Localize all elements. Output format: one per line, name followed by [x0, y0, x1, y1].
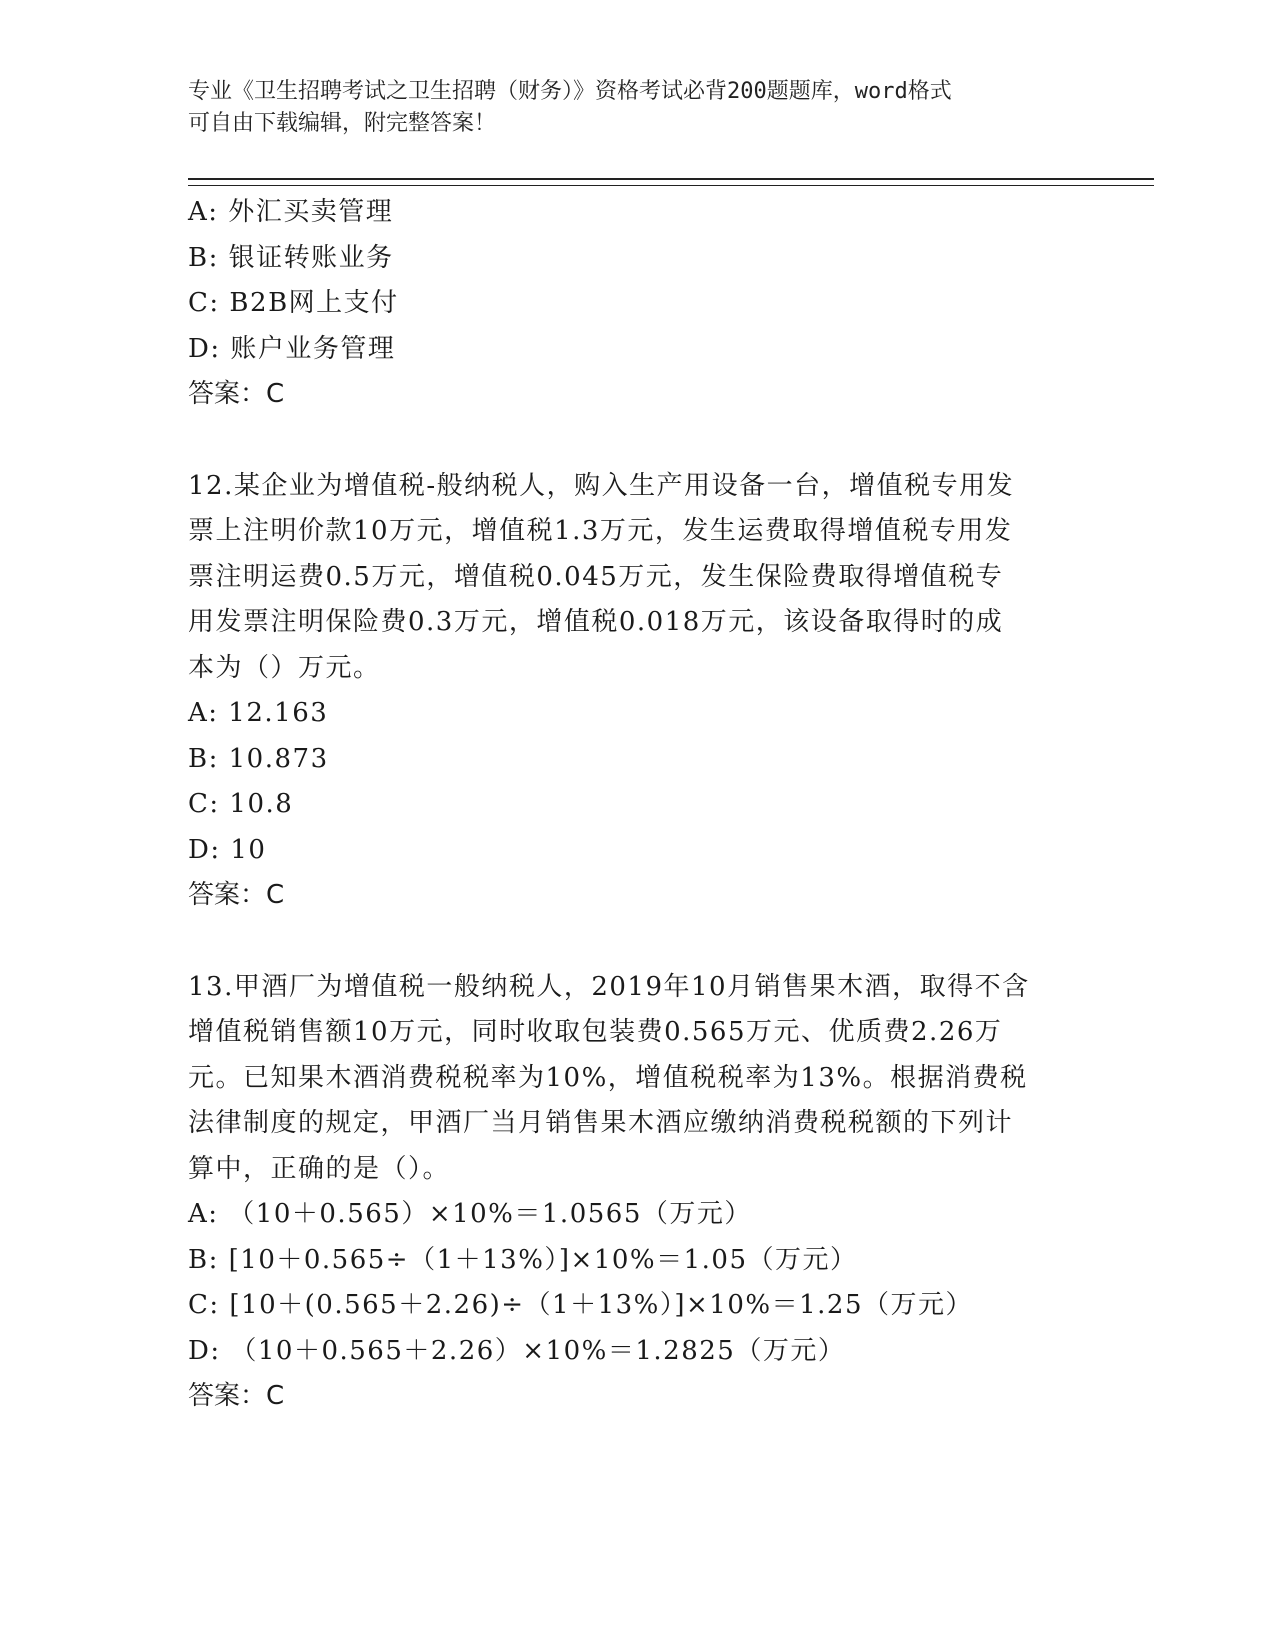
- question-13: [188, 965, 1108, 1420]
- document-header: [188, 76, 1088, 140]
- question-stem-line: 用发票注明保险费0.3万元，增值税0.018万元，该设备取得时的成: [188, 607, 1004, 637]
- question-stem-line: 本为（）万元。: [188, 652, 381, 683]
- spacer: [188, 919, 1108, 965]
- question-stem-line: 增值税销售额10万元，同时收取包装费0.565万元、优质费2.26万: [188, 1017, 1003, 1047]
- answer-line: 答案：C: [188, 1381, 285, 1411]
- question-stem-line: 元。已知果木酒消费税税率为10%，增值税税率为13%。根据消费税: [188, 1062, 1028, 1093]
- option-a: A: 外汇买卖管理: [188, 197, 394, 227]
- option-d: D: 账户业务管理: [188, 333, 396, 364]
- option-b: B: [10＋0.565÷（1＋13%）]×10%＝1.05（万元）: [188, 1244, 858, 1275]
- option-b: B: 10.873: [188, 743, 329, 774]
- option-c: C: B2B网上支付: [188, 288, 399, 318]
- option-a: A: 12.163: [188, 698, 329, 728]
- question-stem-line: 13.甲酒厂为增值税一般纳税人，2019年10月销售果木酒，取得不含: [188, 971, 1030, 1002]
- header-line-2: 可自由下载编辑，附完整答案！: [188, 111, 497, 136]
- question-11: [188, 190, 1108, 418]
- spacer: [188, 418, 1108, 464]
- question-stem-line: 票上注明价款10万元，增值税1.3万元，发生运费取得增值税专用发: [188, 516, 1013, 546]
- question-stem-line: 票注明运费0.5万元，增值税0.045万元，发生保险费取得增值税专: [188, 561, 1004, 592]
- option-b: B: 银证转账业务: [188, 242, 394, 273]
- option-d: D: （10＋0.565＋2.26）×10%＝1.2825（万元）: [188, 1335, 846, 1366]
- option-a: A: （10＋0.565）×10%＝1.0565（万元）: [188, 1199, 752, 1229]
- question-stem-line: 12.某企业为增值税-般纳税人，购入生产用设备一台，增值税专用发: [188, 470, 1015, 501]
- option-d: D: 10: [188, 834, 267, 865]
- question-12: [188, 464, 1108, 919]
- answer-line: 答案：C: [188, 379, 285, 409]
- option-c: C: 10.8: [188, 789, 294, 819]
- question-stem-line: 法律制度的规定，甲酒厂当月销售果木酒应缴纳消费税税额的下列计: [188, 1108, 1014, 1138]
- option-c: C: [10＋(0.565＋2.26)÷（1＋13%）]×10%＝1.25（万元）: [188, 1290, 973, 1320]
- answer-line: 答案：C: [188, 880, 285, 910]
- header-divider: [188, 178, 1154, 186]
- header-line-1: 专业《卫生招聘考试之卫生招聘（财务）》资格考试必背200题题库，word格式: [188, 79, 952, 104]
- document-body: [188, 190, 1108, 1420]
- question-stem-line: 算中，正确的是（）。: [188, 1153, 451, 1184]
